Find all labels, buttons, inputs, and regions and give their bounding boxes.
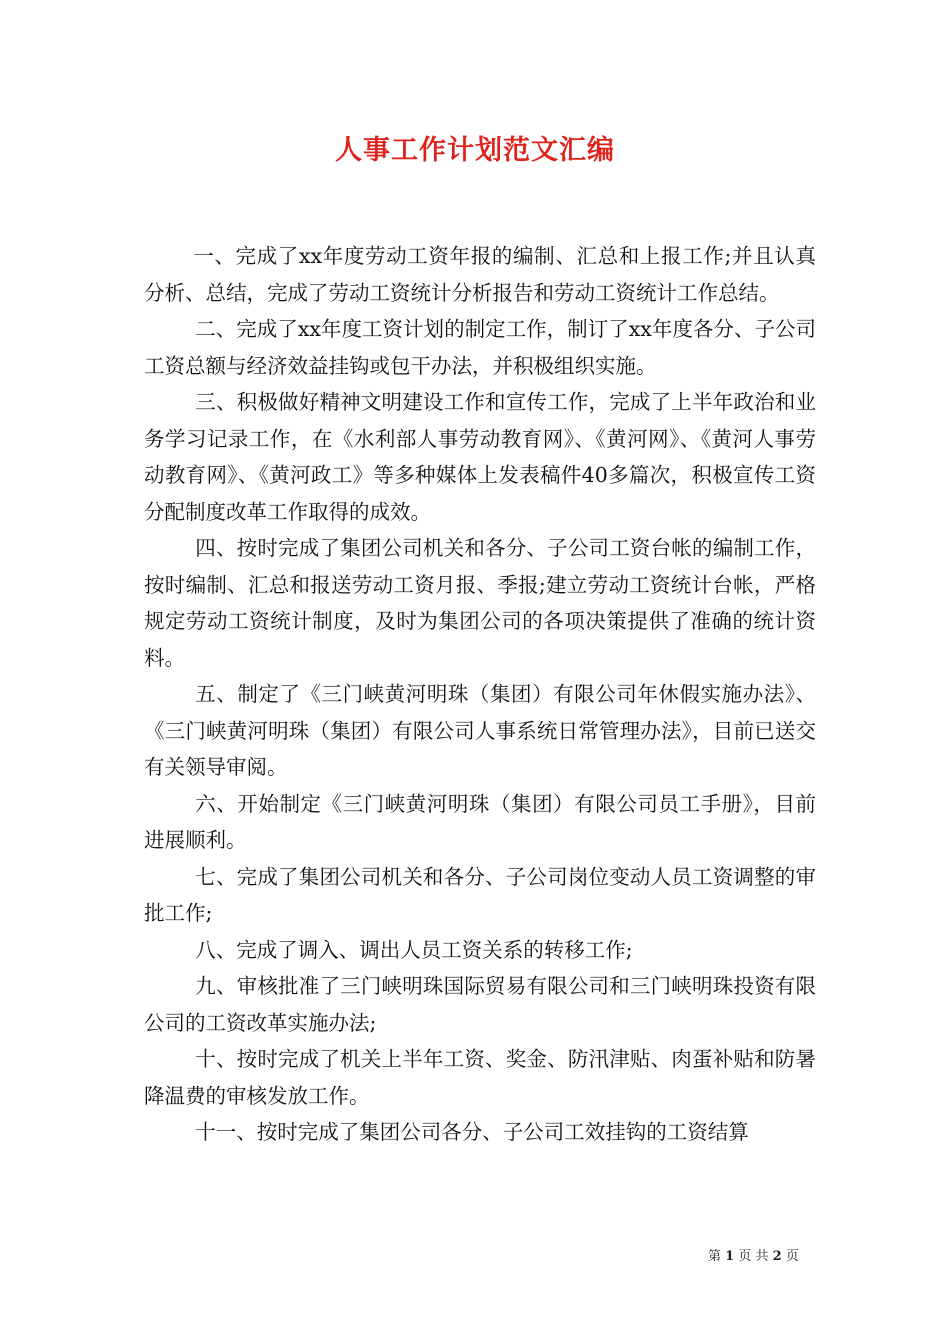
footer-prefix: 第 (708, 1249, 722, 1264)
document-body (144, 238, 816, 1151)
paragraph-5: 五、制定了《三门峡黄河明珠（集团）有限公司年休假实施办法》、《三门峡黄河明珠（集团）有限公司人事系统日常管理办法》，目前已送交有关领导审阅。 (144, 682, 816, 779)
paragraph-4: 四、按时完成了集团公司机关和各分、子公司工资台帐的编制工作，按时编制、汇总和报送劳动工资月报、季报;建立劳动工资统计台帐，严格规定劳动工资统计制度，及时为集团公司的各项决策提供了准确的统计资料。 (144, 536, 816, 670)
footer-middle: 页 共 (738, 1249, 769, 1264)
paragraph-9: 九、审核批准了三门峡明珠国际贸易有限公司和三门峡明珠投资有限公司的工资改革实施办法; (144, 974, 816, 1035)
paragraph-8: 八、完成了调入、调出人员工资关系的转移工作; (195, 937, 633, 962)
paragraph-11: 十一、按时完成了集团公司各分、子公司工效挂钩的工资结算 (195, 1120, 749, 1144)
paragraph-10: 十、按时完成了机关上半年工资、奖金、防汛津贴、肉蛋补贴和防暑降温费的审核发放工作。 (144, 1047, 816, 1108)
footer-suffix: 页 (785, 1249, 799, 1264)
paragraph-6: 六、开始制定《三门峡黄河明珠（集团）有限公司员工手册》，目前进展顺利。 (144, 791, 816, 852)
paragraph-3: 三、积极做好精神文明建设工作和宣传工作，完成了上半年政治和业务学习记录工作，在《水利部人事劳动教育网》、《黄河网》、《黄河人事劳动教育网》、《黄河政工》等多种媒体上发表稿件40多篇次，积极宣传工资分配制度改革工作取得的成效。 (144, 390, 816, 524)
paragraph-7: 七、完成了集团公司机关和各分、子公司岗位变动人员工资调整的审批工作; (144, 864, 816, 925)
paragraph-1: 一、完成了xx年度劳动工资年报的编制、汇总和上报工作;并且认真分析、总结，完成了劳动工资统计分析报告和劳动工资统计工作总结。 (144, 244, 816, 305)
paragraph-2: 二、完成了xx年度工资计划的制定工作，制订了xx年度各分、子公司工资总额与经济效益挂钩或包干办法，并积极组织实施。 (144, 317, 816, 378)
document-title: 人事工作计划范文汇编 (335, 135, 615, 166)
page-number-footer (708, 1245, 818, 1264)
footer-total-pages: 2 (772, 1249, 782, 1264)
footer-current-page: 1 (725, 1249, 735, 1264)
